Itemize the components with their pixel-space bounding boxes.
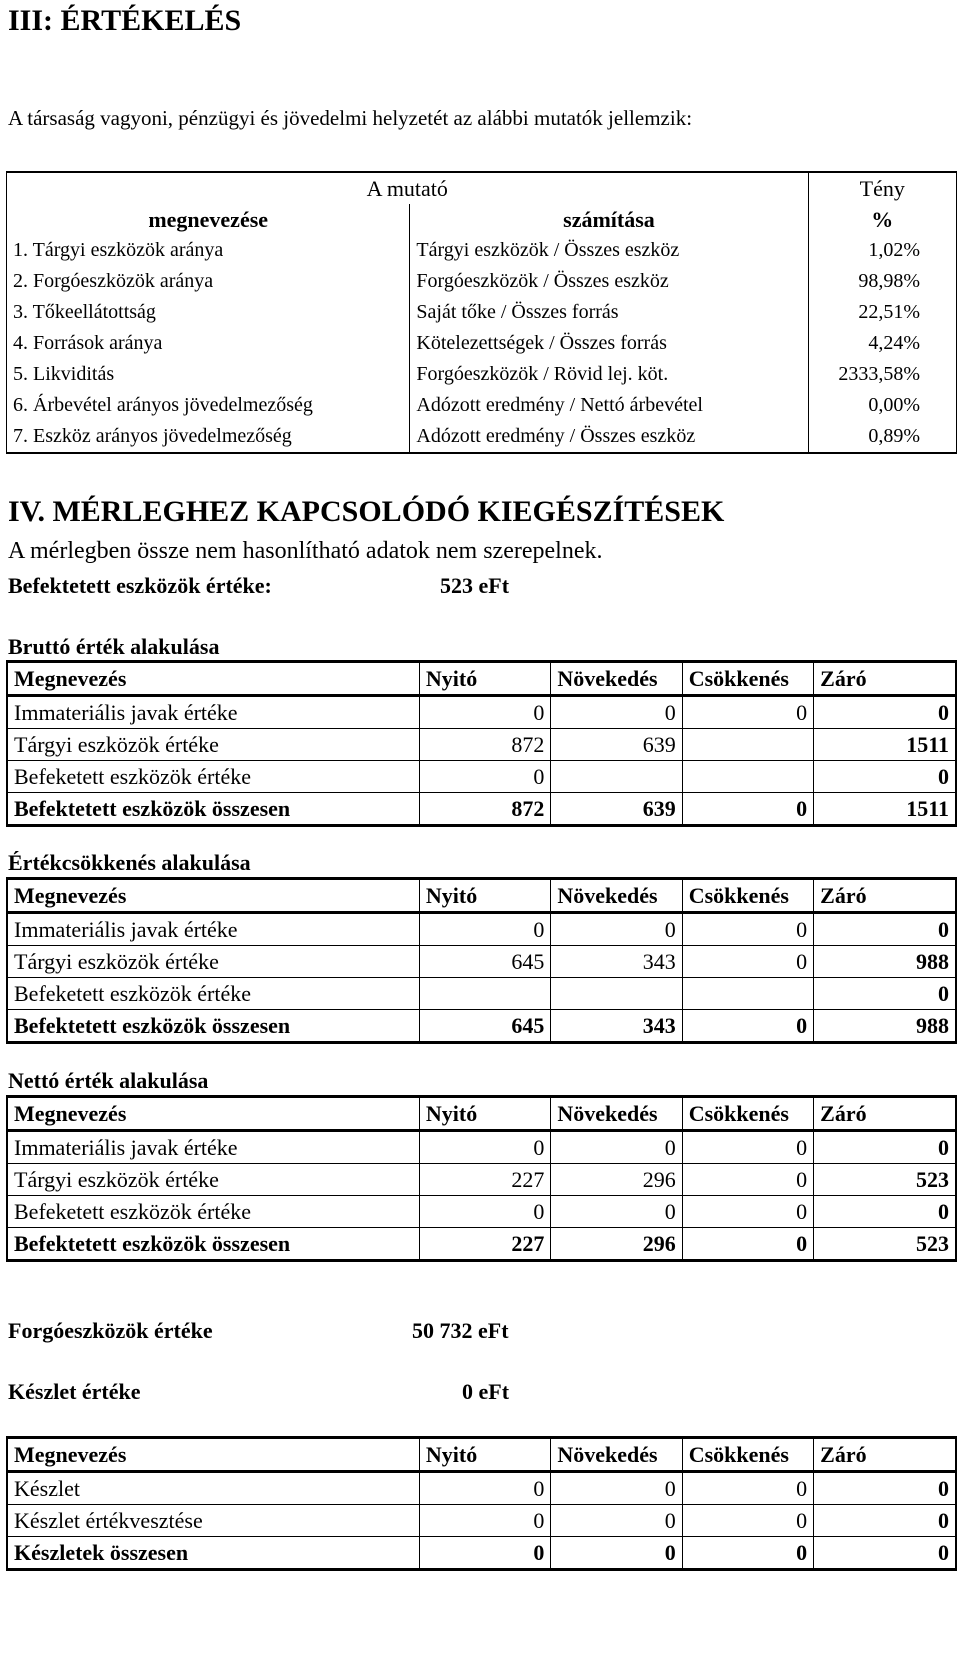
row-value: 988	[814, 946, 956, 978]
inventory-value: 0 eFt	[462, 1379, 510, 1404]
header-calc: számítása	[410, 204, 808, 235]
indicator-name: 1. Tárgyi eszközök aránya	[7, 235, 410, 266]
indicator-table	[6, 171, 957, 454]
table-row	[7, 1196, 956, 1228]
column-header: Záró	[814, 879, 956, 913]
column-header: Nyitó	[419, 1097, 550, 1131]
row-value: 0	[551, 1131, 682, 1164]
inventory-label: Készlet értéke	[8, 1379, 141, 1404]
header-fact: Tény	[808, 172, 956, 204]
indicator-name: 2. Forgóeszközök aránya	[7, 266, 410, 297]
column-header: Csökkenés	[682, 1097, 813, 1131]
row-value: 0	[419, 696, 550, 729]
row-value: 0	[682, 1228, 813, 1261]
row-value: 343	[551, 1010, 682, 1043]
row-label: Immateriális javak értéke	[7, 696, 419, 729]
row-value: 0	[551, 1472, 682, 1505]
depreciation-title: Értékcsökkenés alakulása	[8, 850, 251, 875]
indicator-header-row	[7, 172, 957, 204]
row-value: 0	[814, 696, 956, 729]
table-row	[7, 978, 956, 1010]
row-label: Tárgyi eszközök értéke	[7, 1164, 419, 1196]
row-label: Tárgyi eszközök értéke	[7, 946, 419, 978]
row-value: 645	[419, 1010, 550, 1043]
row-value: 645	[419, 946, 550, 978]
column-header: Megnevezés	[7, 1438, 419, 1472]
indicator-name: 7. Eszköz arányos jövedelmezőség	[7, 421, 410, 453]
row-label: Befektetett eszközök összesen	[7, 1010, 419, 1043]
gross-title: Bruttó érték alakulása	[8, 634, 220, 659]
column-header: Nyitó	[419, 879, 550, 913]
indicator-row	[7, 359, 957, 390]
row-value: 0	[551, 913, 682, 946]
row-value: 1511	[814, 729, 956, 761]
indicator-name: 5. Likviditás	[7, 359, 410, 390]
indicator-subheader-row	[7, 204, 957, 235]
row-value: 0	[814, 978, 956, 1010]
net-title: Nettó érték alakulása	[8, 1068, 209, 1093]
total-row	[7, 793, 956, 826]
row-value: 0	[682, 1537, 813, 1570]
header-name: megnevezése	[7, 204, 410, 235]
section4-subtitle: A mérlegben össze nem hasonlítható adatok nem szerepelnek.	[8, 538, 603, 564]
column-header: Növekedés	[551, 879, 682, 913]
table-row	[7, 761, 956, 793]
indicator-value: 22,51%	[808, 297, 956, 328]
indicator-value: 4,24%	[808, 328, 956, 359]
row-value: 296	[551, 1228, 682, 1261]
row-value: 0	[814, 1196, 956, 1228]
column-header: Növekedés	[551, 1097, 682, 1131]
column-header: Megnevezés	[7, 1097, 419, 1131]
indicator-value: 98,98%	[808, 266, 956, 297]
row-label: Befeketett eszközök értéke	[7, 978, 419, 1010]
row-value: 0	[419, 1131, 550, 1164]
row-value: 0	[814, 1131, 956, 1164]
column-header: Csökkenés	[682, 662, 813, 696]
indicator-value: 0,00%	[808, 390, 956, 421]
row-value: 0	[814, 761, 956, 793]
table-row	[7, 696, 956, 729]
table-row	[7, 1472, 956, 1505]
row-value: 0	[419, 1472, 550, 1505]
row-label: Készlet	[7, 1472, 419, 1505]
indicator-calc: Forgóeszközök / Rövid lej. köt.	[410, 359, 808, 390]
row-value: 0	[551, 1537, 682, 1570]
row-value: 0	[419, 761, 550, 793]
row-value: 639	[551, 793, 682, 826]
indicator-value: 0,89%	[808, 421, 956, 453]
table-header-row	[7, 1438, 956, 1472]
indicator-calc: Adózott eredmény / Nettó árbevétel	[410, 390, 808, 421]
row-value: 0	[814, 1505, 956, 1537]
indicator-row	[7, 297, 957, 328]
net-table	[6, 1095, 957, 1262]
indicator-calc: Kötelezettségek / Összes forrás	[410, 328, 808, 359]
indicator-row	[7, 235, 957, 266]
row-label: Immateriális javak értéke	[7, 913, 419, 946]
row-label: Készlet értékvesztése	[7, 1505, 419, 1537]
indicator-row	[7, 390, 957, 421]
row-value	[419, 978, 550, 1010]
column-header: Megnevezés	[7, 662, 419, 696]
row-label: Befektetett eszközök összesen	[7, 793, 419, 826]
table-row	[7, 1131, 956, 1164]
indicator-name: 4. Források aránya	[7, 328, 410, 359]
table-header-row	[7, 1097, 956, 1131]
section4-title: IV. MÉRLEGHEZ KAPCSOLÓDÓ KIEGÉSZÍTÉSEK	[8, 495, 725, 528]
row-value: 0	[551, 1196, 682, 1228]
row-value: 0	[814, 1537, 956, 1570]
row-value: 0	[419, 1196, 550, 1228]
row-value: 0	[682, 946, 813, 978]
column-header: Záró	[814, 1097, 956, 1131]
indicator-value: 1,02%	[808, 235, 956, 266]
indicator-calc: Tárgyi eszközök / Összes eszköz	[410, 235, 808, 266]
row-value: 296	[551, 1164, 682, 1196]
indicator-calc: Forgóeszközök / Összes eszköz	[410, 266, 808, 297]
column-header: Nyitó	[419, 662, 550, 696]
indicator-row	[7, 328, 957, 359]
invested-label: Befektetett eszközök értéke:	[8, 573, 272, 598]
table-header-row	[7, 662, 956, 696]
indicator-row	[7, 266, 957, 297]
row-value: 872	[419, 793, 550, 826]
row-value: 0	[419, 1505, 550, 1537]
total-row	[7, 1228, 956, 1261]
row-value: 1511	[814, 793, 956, 826]
indicator-calc: Saját tőke / Összes forrás	[410, 297, 808, 328]
header-pct: %	[808, 204, 956, 235]
row-value: 523	[814, 1228, 956, 1261]
total-row	[7, 1537, 956, 1570]
gross-table	[6, 660, 957, 827]
column-header: Záró	[814, 662, 956, 696]
header-main: A mutató	[7, 172, 809, 204]
row-value: 639	[551, 729, 682, 761]
row-value: 0	[682, 696, 813, 729]
row-value: 0	[682, 1010, 813, 1043]
row-value: 343	[551, 946, 682, 978]
row-label: Befektetett eszközök összesen	[7, 1228, 419, 1261]
row-value: 0	[814, 913, 956, 946]
table-row	[7, 729, 956, 761]
table-row	[7, 946, 956, 978]
row-label: Készletek összesen	[7, 1537, 419, 1570]
indicator-value: 2333,58%	[808, 359, 956, 390]
column-header: Csökkenés	[682, 879, 813, 913]
section-title: III: ÉRTÉKELÉS	[8, 4, 242, 37]
row-value: 0	[682, 1472, 813, 1505]
current-assets-label: Forgóeszközök értéke	[8, 1318, 213, 1343]
row-value: 0	[419, 1537, 550, 1570]
row-value	[551, 761, 682, 793]
row-value: 227	[419, 1164, 550, 1196]
row-label: Befeketett eszközök értéke	[7, 1196, 419, 1228]
column-header: Növekedés	[551, 1438, 682, 1472]
invested-value: 523 eFt	[440, 573, 510, 598]
row-value: 0	[551, 696, 682, 729]
row-value: 0	[682, 793, 813, 826]
column-header: Növekedés	[551, 662, 682, 696]
row-value	[551, 978, 682, 1010]
row-value: 872	[419, 729, 550, 761]
indicator-calc: Adózott eredmény / Összes eszköz	[410, 421, 808, 453]
row-value: 0	[419, 913, 550, 946]
intro-text: A társaság vagyoni, pénzügyi és jövedelmi helyzetét az alábbi mutatók jellemzik:	[8, 106, 693, 130]
row-value: 0	[682, 1505, 813, 1537]
row-value: 0	[551, 1505, 682, 1537]
depreciation-table	[6, 877, 957, 1044]
inventory-table	[6, 1436, 957, 1571]
total-row	[7, 1010, 956, 1043]
table-row	[7, 1164, 956, 1196]
current-assets-value: 50 732 eFt	[412, 1318, 509, 1343]
row-label: Befeketett eszközök értéke	[7, 761, 419, 793]
row-value: 523	[814, 1164, 956, 1196]
column-header: Megnevezés	[7, 879, 419, 913]
row-value	[682, 761, 813, 793]
row-value: 227	[419, 1228, 550, 1261]
column-header: Záró	[814, 1438, 956, 1472]
row-label: Tárgyi eszközök értéke	[7, 729, 419, 761]
row-value: 0	[682, 1196, 813, 1228]
row-label: Immateriális javak értéke	[7, 1131, 419, 1164]
indicator-body	[7, 235, 957, 453]
table-header-row	[7, 879, 956, 913]
indicator-name: 3. Tőkeellátottság	[7, 297, 410, 328]
column-header: Nyitó	[419, 1438, 550, 1472]
table-row	[7, 913, 956, 946]
row-value	[682, 729, 813, 761]
row-value: 0	[682, 913, 813, 946]
row-value: 0	[814, 1472, 956, 1505]
row-value: 0	[682, 1164, 813, 1196]
column-header: Csökkenés	[682, 1438, 813, 1472]
row-value	[682, 978, 813, 1010]
row-value: 0	[682, 1131, 813, 1164]
indicator-row	[7, 421, 957, 453]
table-row	[7, 1505, 956, 1537]
indicator-name: 6. Árbevétel arányos jövedelmezőség	[7, 390, 410, 421]
row-value: 988	[814, 1010, 956, 1043]
